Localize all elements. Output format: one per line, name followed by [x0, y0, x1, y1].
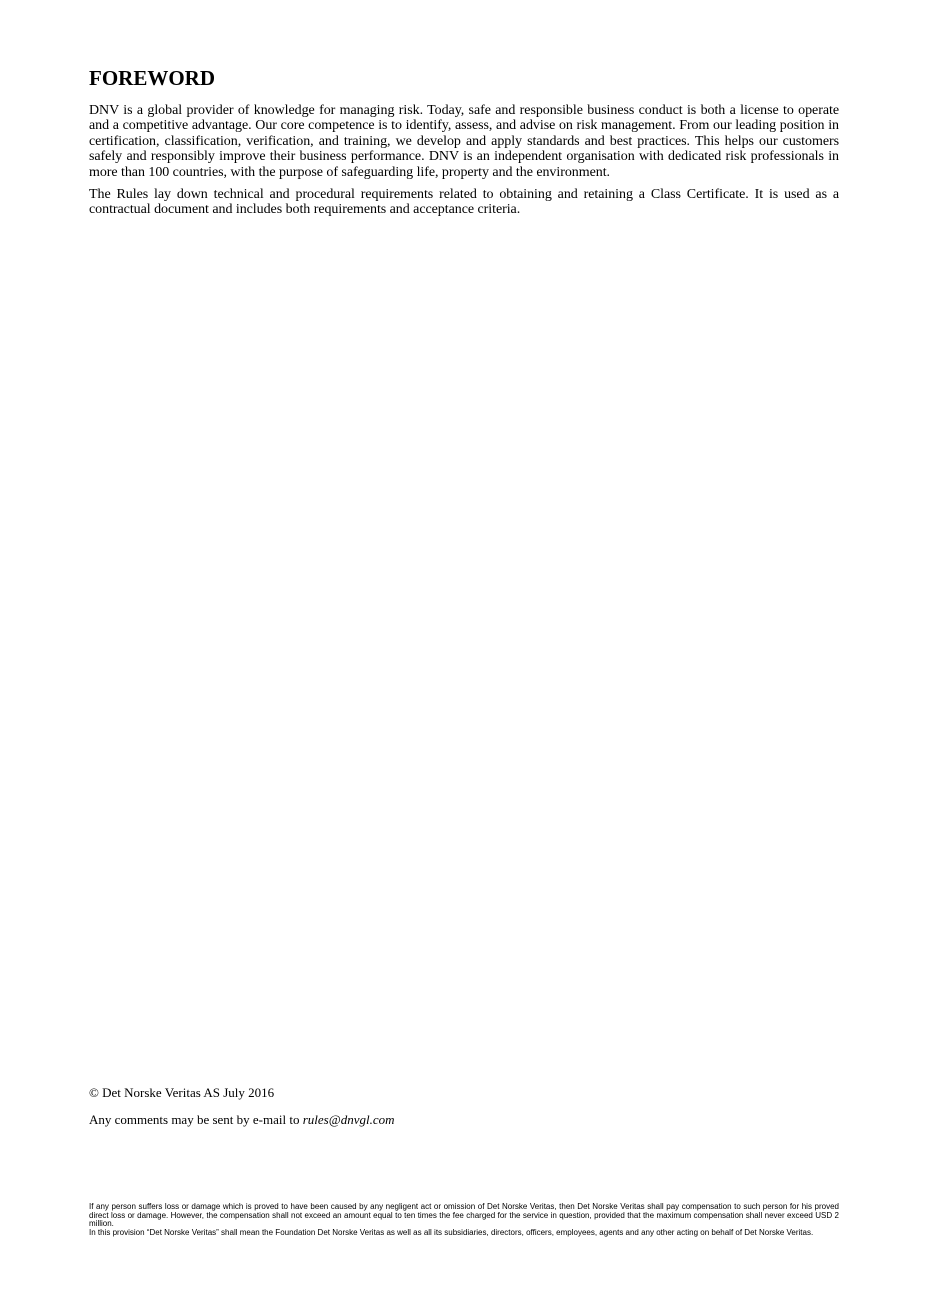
copyright-notice: © Det Norske Veritas AS July 2016: [89, 1085, 275, 1100]
foreword-paragraph-rules: The Rules lay down technical and procedural requirements related to obtaining and retaining a Class Certificate. It is used as a contractual document and includes both requirements and acceptance criteria.: [89, 187, 839, 218]
disclaimer-definition: In this provision “Det Norske Veritas” shall mean the Foundation Det Norske Veritas as well as all its subsidiaries, directors, officers, employees, agents and any other acting on behalf of Det Norske Veritas.: [89, 1227, 814, 1237]
foreword-paragraph-dnv: DNV is a global provider of knowledge for managing risk. Today, safe and responsible business conduct is both a license to operate and a competitive advantage. Our core competence is to identify, assess, and advise on risk management. From our leading position in certification, classification, verification, and training, we develop and apply standards and best practices. This helps our customers safely and responsibly improve their business performance. DNV is an independent organisation with dedicated risk professionals in more than 100 countries, with the purpose of safeguarding life, property and the environment.: [89, 103, 839, 180]
comments-line: [89, 1112, 394, 1128]
foreword-section: [89, 66, 839, 225]
liability-disclaimer: [89, 1203, 839, 1237]
email-link[interactable]: rules@dnvgl.com: [302, 1112, 395, 1127]
foreword-heading: FOREWORD: [89, 66, 215, 90]
comments-prefix: Any comments may be sent by e-mail to: [89, 1112, 303, 1127]
disclaimer-liability: If any person suffers loss or damage which is proved to have been caused by any negligent act or omission of Det Norske Veritas, then Det Norske Veritas shall pay compensation to such person for his proved direct loss or damage. However, the compensation shall not exceed an amount equal to ten times the fee charged for the service in question, provided that the maximum compensation shall never exceed USD 2 million.: [89, 1202, 839, 1229]
